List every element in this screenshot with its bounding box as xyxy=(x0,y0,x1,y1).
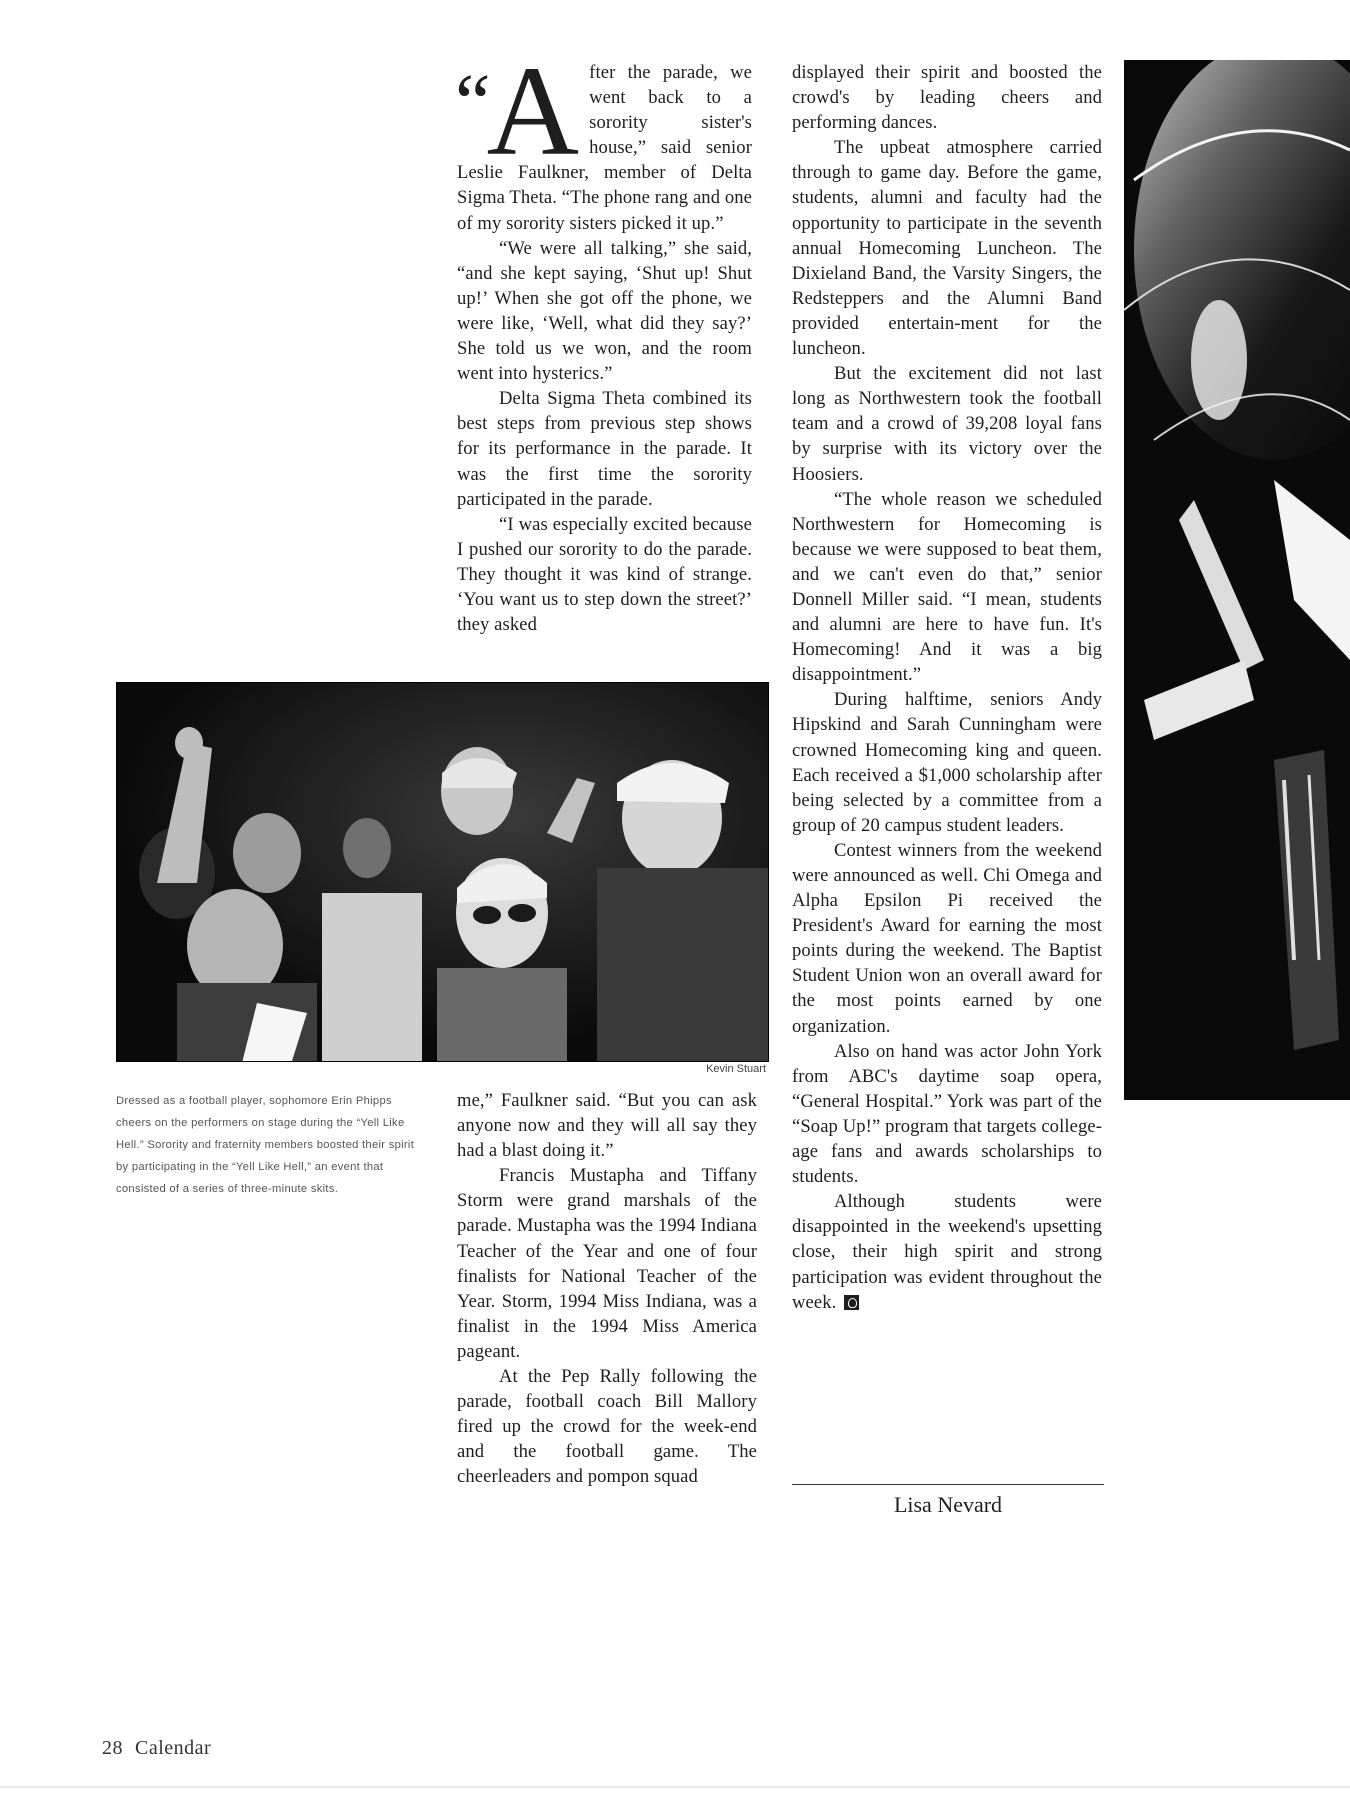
byline: Lisa Nevard xyxy=(893,1492,1003,1517)
article-paragraph: During halftime, seniors Andy Hipskind and Sarah Cunningham were crowned Homecoming king and queen. Each received a $1,000 scholarship after being selected by a committee from a group of 20 campus student leaders. xyxy=(792,689,1102,836)
article-paragraph: “The whole reason we scheduled Northwestern for Homecoming is because we were supposed to beat them, and we can't even do that,” senior Donnell Miller said. “I mean, students and alumni are here to have fun. It's Homecoming! And it was a big disappointment.” xyxy=(792,488,1102,686)
byline-rule xyxy=(792,1484,1104,1485)
article-paragraph: me,” Faulkner said. “But you can ask anyone now and they will all say they had a blast doing it.” xyxy=(457,1090,757,1162)
article-paragraph: Also on hand was actor John York from ABC's daytime soap opera, “General Hospital.” York was part of the “Soap Up!” program that targets college-age fans and awards scholarships to students. xyxy=(792,1040,1102,1188)
article-paragraph: “I was especially excited because I pushed our sorority to do the parade. They thought it was kind of strange. ‘You want us to step down the street?’ they asked xyxy=(457,513,752,636)
article-paragraph: “We were all talking,” she said, “and she kept saying, ‘Shut up! Shut up!’ When she got off the phone, we were like, ‘Well, what did they say?’ She told us we won, and the room went into hysterics.” xyxy=(457,237,752,385)
article-lead-paragraph: “A fter the parade, we went back to a sorority sister's house,” said senior Leslie Faulkner, member of Delta Sigma Theta. “The phone rang and one of my sorority sisters picked it up.” xyxy=(455,40,752,234)
article-paragraph: Francis Mustapha and Tiffany Storm were grand marshals of the parade. Mustapha was the 1994 Indiana Teacher of the Year and one of four finalists for National Teacher of the Year. Storm, 1994 Miss Indiana, was a finalist in the 1994 Miss America pageant. xyxy=(457,1165,757,1362)
article-paragraph: But the excitement did not last long as Northwestern took the football team and a crowd of 39,208 loyal fans by surprise with its victory over the Hoosiers. xyxy=(792,363,1102,485)
end-of-story-icon xyxy=(844,1295,859,1310)
photo-credit: Kevin Stuart xyxy=(706,1063,766,1075)
article-column-1-top xyxy=(455,40,752,637)
section-name: Calendar xyxy=(135,1737,212,1759)
article-last-paragraph: Although students were disappointed in the weekend's upsetting close, their high spirit and strong participation was evident throughout the week. xyxy=(792,1191,1102,1313)
article-paragraph: At the Pep Rally following the parade, football coach Bill Mallory fired up the crowd for the week-end and the football game. The cheerleaders and pompon squad xyxy=(457,1366,757,1488)
crowd-photo-image xyxy=(117,683,768,1061)
drop-cap: “A xyxy=(455,40,580,182)
page-folio xyxy=(102,1737,223,1760)
page-bottom-rule xyxy=(0,1786,1350,1788)
article-column-1-bottom xyxy=(457,1088,757,1490)
article-paragraph: displayed their spirit and boosted the crowd's by leading cheers and performing dances. xyxy=(792,62,1102,134)
photo-caption: Dressed as a football player, sophomore Erin Phipps cheers on the performers on stage during the “Yell Like Hell.” Sorority and fraternity members boosted their spirit by participating in the “Yell Like Hell,” an event that consisted of a series of three-minute skits. xyxy=(116,1095,415,1195)
page-number: 28 xyxy=(102,1737,123,1759)
motion-blur-photo-image xyxy=(1124,60,1350,1100)
article-paragraph: Delta Sigma Theta combined its best steps from previous step shows for its performance in the parade. It was the first time the sorority participated in the parade. xyxy=(457,388,752,510)
article-paragraph: Contest winners from the weekend were announced as well. Chi Omega and Alpha Epsilon Pi received the President's Award for earning the most points during the weekend. The Baptist Student Union won an overall award for the most points earned by one organization. xyxy=(792,839,1102,1037)
side-photo xyxy=(1124,60,1350,1100)
article-paragraph: The upbeat atmosphere carried through to game day. Before the game, students, alumni and faculty had the opportunity to participate in the seventh annual Homecoming Luncheon. The Dixieland Band, the Varsity Singers, the Redsteppers and the Alumni Band provided entertain-ment for the luncheon. xyxy=(792,137,1102,360)
article-column-2 xyxy=(792,60,1102,1315)
yell-like-hell-photo xyxy=(116,682,769,1062)
